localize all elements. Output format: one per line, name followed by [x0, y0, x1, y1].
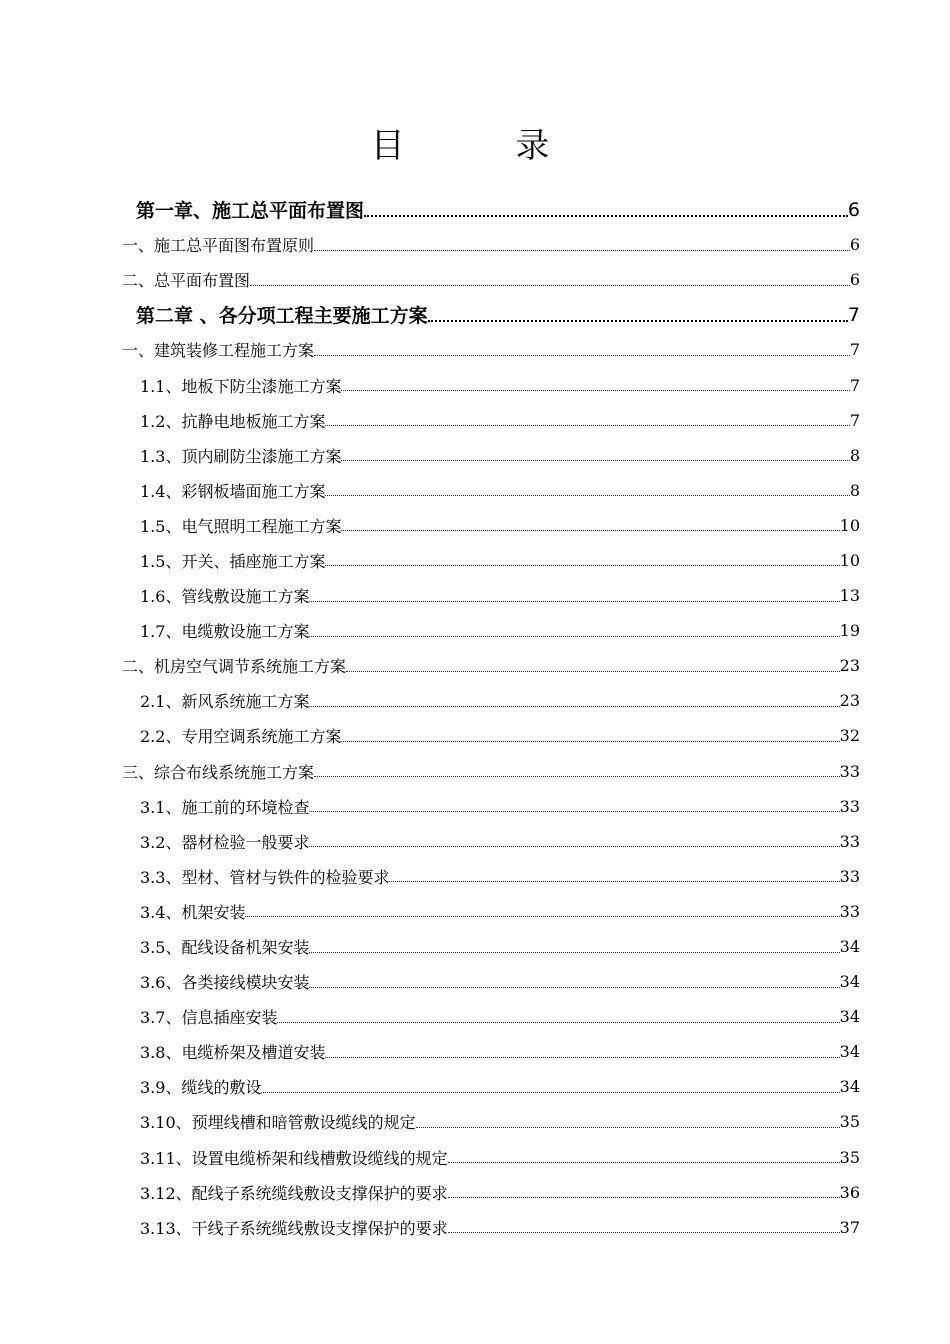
toc-page-number: 7 — [849, 410, 860, 430]
toc-leader-dots — [250, 270, 850, 290]
toc-page-number: 33 — [839, 761, 860, 781]
toc-page-number: 34 — [839, 1007, 860, 1027]
toc-entry-label: 1.7、电缆敷设施工方案 — [140, 622, 310, 642]
toc-entry[interactable] — [122, 262, 860, 297]
toc-entry[interactable] — [122, 403, 860, 438]
toc-leader-dots — [309, 831, 839, 851]
toc-leader-dots — [416, 1112, 840, 1132]
toc-entry[interactable] — [122, 1034, 860, 1069]
toc-entry[interactable] — [122, 894, 860, 929]
toc-entry[interactable] — [122, 1210, 860, 1245]
toc-leader-dots — [309, 691, 839, 711]
toc-entry-label: 1.4、彩钢板墙面施工方案 — [140, 481, 326, 501]
toc-entry-label: 一、施工总平面图布置原则 — [122, 236, 315, 256]
toc-leader-dots — [309, 621, 839, 641]
toc-entry[interactable] — [122, 473, 860, 508]
toc-entry[interactable] — [122, 1069, 860, 1104]
toc-entry[interactable] — [122, 718, 860, 753]
toc-entry-label: 1.6、管线敷设施工方案 — [140, 587, 310, 607]
toc-entry[interactable] — [122, 859, 860, 894]
toc-page-number: 7 — [849, 375, 860, 395]
toc-entry[interactable] — [122, 964, 860, 999]
toc-leader-dots — [341, 375, 849, 395]
toc-page-number: 35 — [839, 1112, 860, 1132]
toc-leader-dots — [341, 515, 839, 535]
toc-page-number: 7 — [849, 340, 860, 360]
toc-leader-dots — [261, 1077, 839, 1097]
toc-entry[interactable] — [122, 1104, 860, 1139]
toc-entry-label: 3.9、缆线的敷设 — [140, 1078, 262, 1098]
toc-leader-dots — [325, 550, 839, 570]
toc-page-number: 37 — [839, 1217, 860, 1237]
toc-entry-label: 3.1、施工前的环境检查 — [140, 797, 310, 817]
toc-leader-dots — [309, 796, 839, 816]
toc-page-number: 7 — [847, 303, 860, 326]
toc-leader-dots — [341, 726, 839, 746]
toc-page-number: 6 — [849, 270, 860, 290]
toc-page-number: 23 — [839, 656, 860, 676]
toc-entry-label: 二、总平面布置图 — [122, 271, 251, 291]
toc-leader-dots — [245, 901, 839, 921]
toc-leader-dots — [428, 305, 848, 325]
toc-page-number: 33 — [839, 866, 860, 886]
toc-entry-label: 3.8、电缆桥架及槽道安装 — [140, 1043, 326, 1063]
toc-leader-dots — [346, 656, 840, 676]
toc-entry-label: 3.6、各类接线模块安装 — [140, 973, 310, 993]
toc-leader-dots — [341, 445, 849, 465]
toc-page-number: 8 — [849, 480, 860, 500]
table-of-contents — [122, 192, 860, 1245]
toc-entry-label: 3.12、配线子系统缆线敷设支撑保护的要求 — [140, 1183, 448, 1203]
toc-page-number: 33 — [839, 901, 860, 921]
toc-page-number: 6 — [847, 198, 860, 221]
toc-entry-label: 3.4、机架安装 — [140, 902, 246, 922]
toc-page-number: 36 — [839, 1182, 860, 1202]
toc-leader-dots — [448, 1182, 840, 1202]
toc-entry[interactable] — [122, 1140, 860, 1175]
toc-leader-dots — [364, 200, 848, 220]
toc-entry-label: 一、建筑装修工程施工方案 — [122, 341, 315, 361]
toc-leader-dots — [448, 1147, 840, 1167]
toc-page-number: 8 — [849, 445, 860, 465]
toc-entry[interactable] — [122, 683, 860, 718]
toc-page-number: 33 — [839, 831, 860, 851]
toc-entry[interactable] — [122, 192, 860, 227]
toc-entry[interactable] — [122, 578, 860, 613]
toc-leader-dots — [325, 410, 849, 430]
toc-page-number: 10 — [839, 515, 860, 535]
toc-entry-label: 2.2、专用空调系统施工方案 — [140, 727, 342, 747]
toc-title: 目 录 — [370, 126, 600, 166]
toc-page-number: 10 — [839, 550, 860, 570]
toc-leader-dots — [314, 340, 850, 360]
toc-entry-label: 2.1、新风系统施工方案 — [140, 692, 310, 712]
toc-entry-label: 1.3、顶内刷防尘漆施工方案 — [140, 446, 342, 466]
toc-leader-dots — [309, 586, 839, 606]
toc-entry-label: 3.2、器材检验一般要求 — [140, 832, 310, 852]
toc-page-number: 32 — [839, 726, 860, 746]
toc-page-number: 33 — [839, 796, 860, 816]
toc-leader-dots — [277, 1007, 839, 1027]
toc-entry-label: 三、综合布线系统施工方案 — [122, 762, 315, 782]
toc-entry-label: 1.1、地板下防尘漆施工方案 — [140, 376, 342, 396]
toc-entry[interactable] — [122, 999, 860, 1034]
toc-page-number: 13 — [839, 586, 860, 606]
toc-entry-label: 第一章、施工总平面布置图 — [136, 200, 365, 223]
toc-entry[interactable] — [122, 227, 860, 262]
toc-page-number: 23 — [839, 691, 860, 711]
toc-page-number: 6 — [849, 235, 860, 255]
toc-entry-label: 3.11、设置电缆桥架和线槽敷设缆线的规定 — [140, 1148, 448, 1168]
toc-page-number: 35 — [839, 1147, 860, 1167]
toc-page-number: 34 — [839, 1042, 860, 1062]
toc-entry-label: 二、机房空气调节系统施工方案 — [122, 657, 347, 677]
toc-entry[interactable] — [122, 543, 860, 578]
toc-entry[interactable] — [122, 1175, 860, 1210]
toc-entry[interactable] — [122, 789, 860, 824]
toc-entry[interactable] — [122, 754, 860, 789]
toc-entry-label: 1.5、电气照明工程施工方案 — [140, 516, 342, 536]
toc-entry[interactable] — [122, 648, 860, 683]
toc-entry-label: 3.3、型材、管材与铁件的检验要求 — [140, 867, 390, 887]
toc-entry[interactable] — [122, 367, 860, 402]
toc-leader-dots — [309, 937, 839, 957]
toc-leader-dots — [309, 972, 839, 992]
toc-entry[interactable] — [122, 332, 860, 367]
toc-page-number: 34 — [839, 1077, 860, 1097]
toc-entry-label: 3.5、配线设备机架安装 — [140, 938, 310, 958]
toc-entry-label: 1.2、抗静电地板施工方案 — [140, 411, 326, 431]
toc-page-number: 34 — [839, 972, 860, 992]
toc-leader-dots — [314, 235, 850, 255]
toc-entry[interactable] — [122, 824, 860, 859]
toc-leader-dots — [448, 1217, 840, 1237]
toc-page-number: 34 — [839, 937, 860, 957]
toc-entry-label: 3.7、信息插座安装 — [140, 1008, 278, 1028]
toc-entry[interactable] — [122, 613, 860, 648]
toc-leader-dots — [325, 480, 849, 500]
toc-entry-label: 1.5、开关、插座施工方案 — [140, 551, 326, 571]
toc-entry-label: 3.13、干线子系统缆线敷设支撑保护的要求 — [140, 1218, 448, 1238]
toc-leader-dots — [314, 761, 840, 781]
toc-leader-dots — [325, 1042, 839, 1062]
toc-leader-dots — [389, 866, 839, 886]
toc-entry[interactable] — [122, 297, 860, 332]
toc-entry-label: 第二章 、各分项工程主要施工方案 — [136, 305, 428, 328]
toc-page-number: 19 — [839, 621, 860, 641]
toc-entry[interactable] — [122, 508, 860, 543]
toc-entry-label: 3.10、预埋线槽和暗管敷设缆线的规定 — [140, 1113, 416, 1133]
toc-entry[interactable] — [122, 438, 860, 473]
toc-entry[interactable] — [122, 929, 860, 964]
